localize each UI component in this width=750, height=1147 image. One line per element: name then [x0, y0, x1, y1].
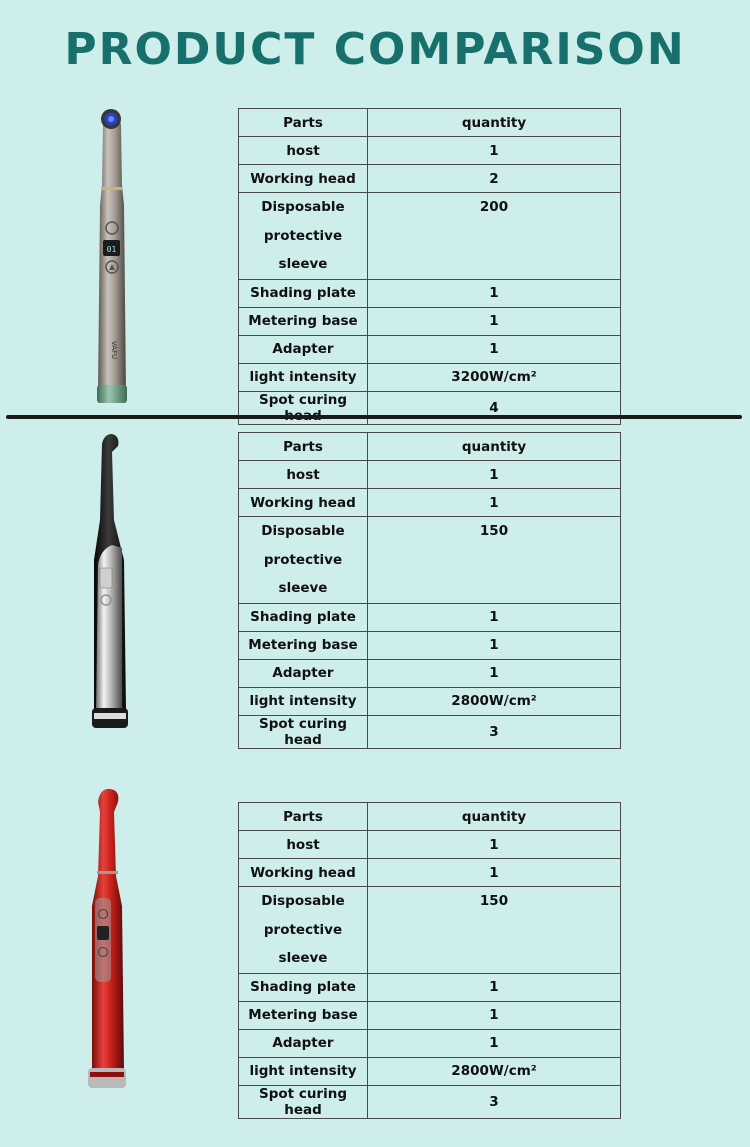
part-line: Disposable: [261, 523, 345, 539]
header-parts: Parts: [239, 803, 368, 831]
part-cell: Adapter: [239, 335, 368, 363]
table-row: [239, 489, 621, 517]
table-row: [239, 887, 621, 974]
qty-cell: 4: [368, 391, 621, 424]
page-title: PRODUCT COMPARISON: [64, 24, 686, 75]
part-line: protective sleeve: [263, 227, 343, 272]
red-curing-light-image: [80, 786, 136, 1092]
part-cell: Spot curing: [239, 391, 368, 424]
table-row: [239, 307, 621, 335]
qty-cell: 3: [368, 715, 621, 748]
black-curing-light-image: [82, 430, 138, 732]
qty-cell: 1: [368, 489, 621, 517]
table-row: [239, 363, 621, 391]
qty-cell: 1: [368, 603, 621, 631]
table-row: [239, 831, 621, 859]
qty-cell: 2800W/cm²: [368, 1057, 621, 1085]
part-cell: Metering base: [239, 1001, 368, 1029]
header-quantity: quantity: [368, 803, 621, 831]
qty-cell: 1: [368, 973, 621, 1001]
header-quantity: quantity: [368, 109, 621, 137]
table-row: [239, 687, 621, 715]
qty-cell: 1: [368, 831, 621, 859]
part-cell: host: [239, 831, 368, 859]
qty-cell: 1: [368, 335, 621, 363]
table-row: [239, 391, 621, 424]
part-cell: [239, 887, 368, 974]
qty-cell: 2800W/cm²: [368, 687, 621, 715]
table-row: [239, 631, 621, 659]
qty-cell: 1: [368, 307, 621, 335]
table-row: [239, 1057, 621, 1085]
part-line: protective sleeve: [263, 921, 343, 966]
part-cell: Working head: [239, 859, 368, 887]
table-row: [239, 715, 621, 748]
qty-cell: 1: [368, 279, 621, 307]
part-cell: light intensity: [239, 1057, 368, 1085]
section-divider: [6, 415, 742, 419]
part-cell: Adapter: [239, 659, 368, 687]
qty-cell: 1: [368, 631, 621, 659]
spec-table-red: [238, 802, 621, 1119]
table-row: [239, 193, 621, 280]
qty-cell: 1: [368, 461, 621, 489]
table-header-row: [239, 803, 621, 831]
table-row: [239, 1001, 621, 1029]
part-cell: Shading plate: [239, 973, 368, 1001]
table-row: [239, 517, 621, 604]
part-cell: Metering base: [239, 631, 368, 659]
table-row: [239, 1085, 621, 1118]
table-row: [239, 461, 621, 489]
spec-table-silver: [238, 108, 621, 425]
table-row: [239, 603, 621, 631]
qty-cell: 3200W/cm²: [368, 363, 621, 391]
qty-cell: 1: [368, 137, 621, 165]
part-cell: host: [239, 461, 368, 489]
qty-cell: 1: [368, 859, 621, 887]
part-cell: Shading plate: [239, 603, 368, 631]
qty-cell: 150: [368, 887, 621, 974]
part-cell: host: [239, 137, 368, 165]
part-line: protective sleeve: [263, 551, 343, 596]
part-cell: light intensity: [239, 363, 368, 391]
qty-cell: 2: [368, 165, 621, 193]
table-row: [239, 279, 621, 307]
part-cell: [239, 517, 368, 604]
part-cell: Working head: [239, 165, 368, 193]
table-row: [239, 859, 621, 887]
qty-cell: 150: [368, 517, 621, 604]
silver-curing-light-image: [88, 105, 138, 407]
table-row: [239, 973, 621, 1001]
part-cell: Metering base: [239, 307, 368, 335]
qty-cell: 1: [368, 659, 621, 687]
qty-cell: 1: [368, 1029, 621, 1057]
header-parts: Parts: [239, 109, 368, 137]
brand-logo: VAFU: [110, 340, 118, 360]
part-line: Disposable: [261, 893, 345, 909]
header-parts: Parts: [239, 433, 368, 461]
part-cell: Adapter: [239, 1029, 368, 1057]
table-header-row: [239, 433, 621, 461]
part-cell: Spot curing head: [239, 715, 368, 748]
display-readout: 01: [106, 245, 117, 254]
spec-table-black: [238, 432, 621, 749]
table-row: [239, 1029, 621, 1057]
part-cell: light intensity: [239, 687, 368, 715]
table-row: [239, 165, 621, 193]
qty-cell: 200: [368, 193, 621, 280]
part-line: Disposable: [261, 199, 345, 215]
qty-cell: 1: [368, 1001, 621, 1029]
table-row: [239, 335, 621, 363]
table-header-row: [239, 109, 621, 137]
part-cell: Working head: [239, 489, 368, 517]
table-row: [239, 137, 621, 165]
part-cell: [239, 193, 368, 280]
header-quantity: quantity: [368, 433, 621, 461]
part-cell: Spot curing head: [239, 1085, 368, 1118]
qty-cell: 3: [368, 1085, 621, 1118]
part-cell: Shading plate: [239, 279, 368, 307]
table-row: [239, 659, 621, 687]
